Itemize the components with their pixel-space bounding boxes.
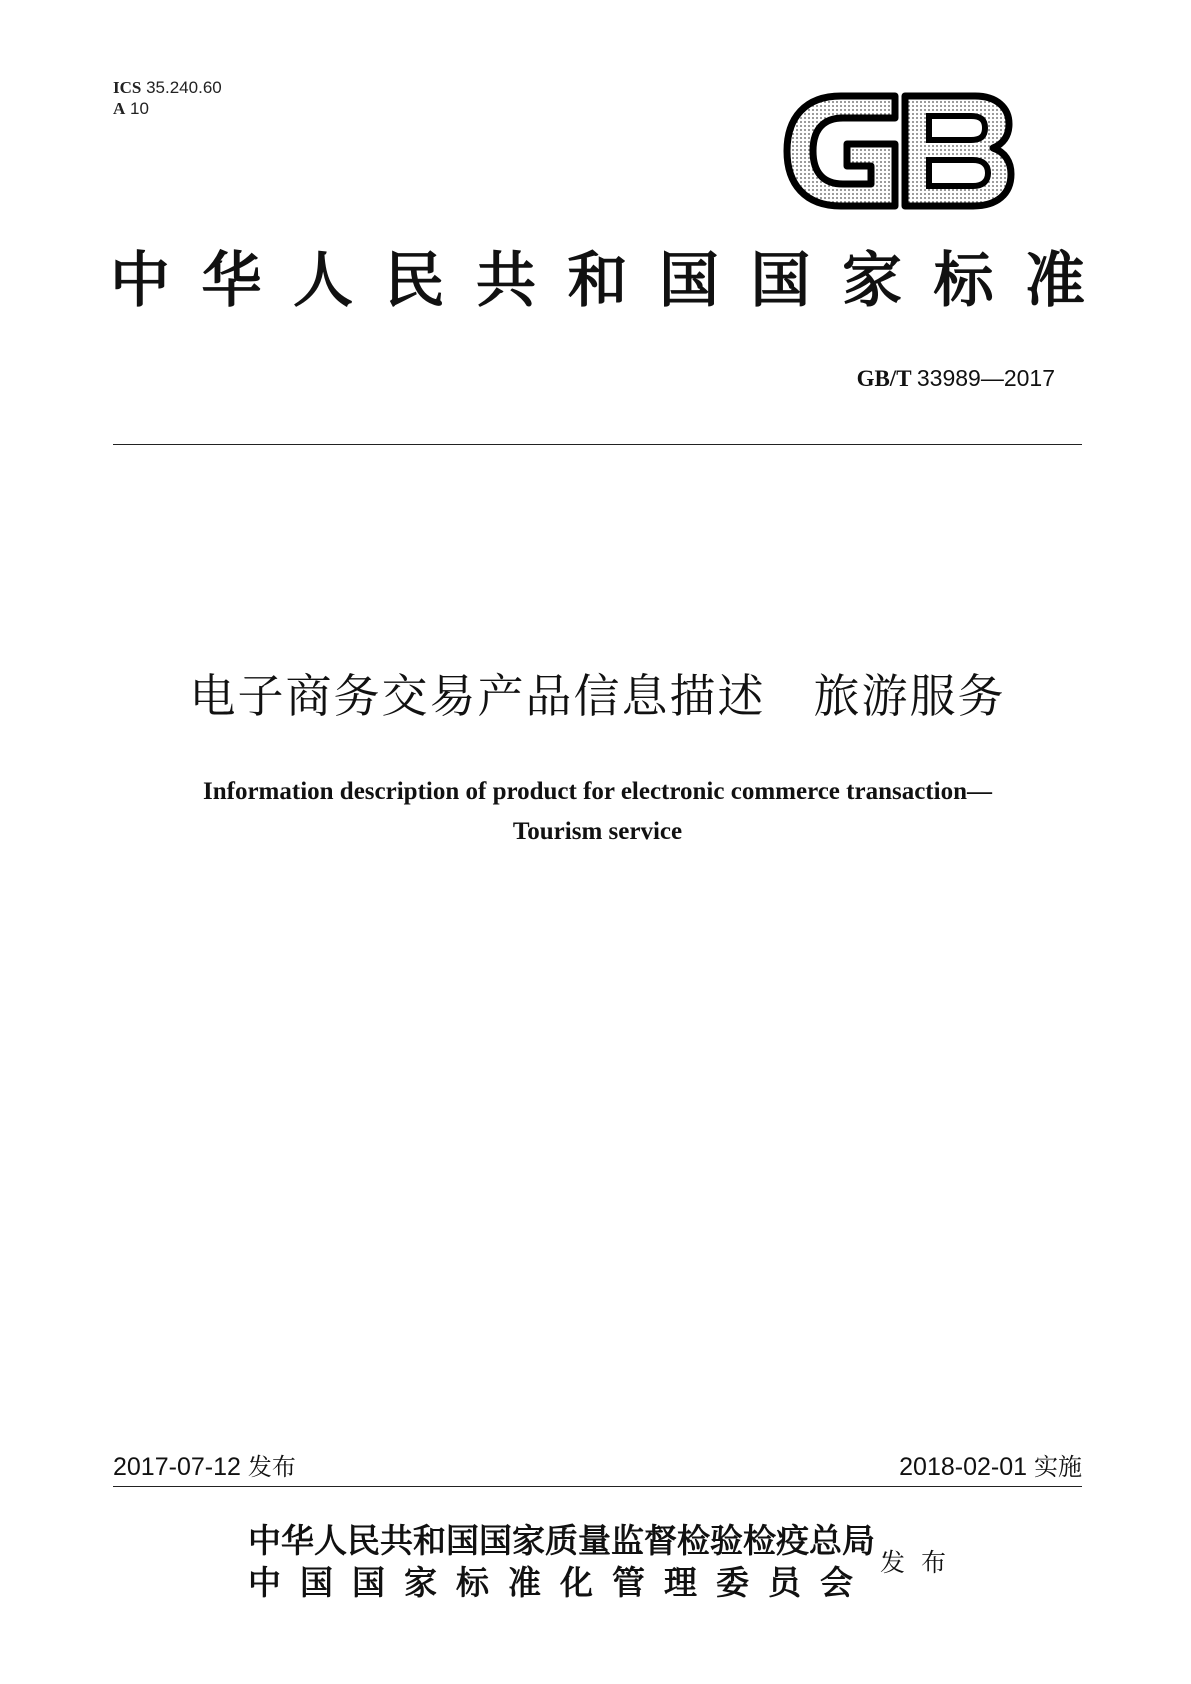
issuer-1-char: 疫 [776,1521,809,1560]
issue-date: 2017-07-12 [113,1453,241,1481]
issuer-1-char: 民 [347,1521,380,1560]
standard-number [760,364,1055,393]
gb-logo-text: GB [783,92,785,93]
document-title-english-line1: Information description of product for electronic commerce transaction— [203,778,992,805]
issuer-1-char: 共 [380,1521,413,1560]
issuer-2-char: 理 [664,1563,697,1602]
issue-label: 发布 [247,1453,296,1481]
issuer-2-char: 委 [716,1563,749,1602]
national-title-char: 家 [842,246,902,316]
implementation-date: 2018-02-01 [899,1453,1028,1481]
national-title-char: 国 [659,246,719,316]
issuer-2-char: 国 [352,1563,385,1602]
national-title-char: 华 [201,246,262,316]
national-title-char: 国 [750,246,811,316]
issuer-1-char: 国 [479,1521,512,1560]
gb-logo [783,92,1015,210]
ics-code: 35.240.60 [146,78,222,97]
issuer-1-char: 验 [710,1521,743,1560]
issuer-2-char: 标 [456,1563,489,1602]
implementation-date-line [690,1452,1082,1482]
standard-code: 33989—2017 [916,365,1055,391]
issuer-sac [248,1562,853,1604]
national-title-char: 民 [384,246,445,316]
issuer-1-char: 量 [578,1521,611,1560]
national-title-char: 准 [1025,246,1085,316]
issuer-2-char: 化 [560,1563,593,1602]
ics-label: ICS [113,78,142,97]
issue-date-line [113,1452,296,1482]
issuer-1-char: 检 [677,1521,710,1560]
issuer-1-char: 总 [809,1521,842,1560]
implementation-label: 实施 [1034,1453,1082,1481]
ccs-code: 10 [130,99,149,118]
issuer-2-char: 管 [612,1563,645,1602]
issuer-1-char: 家 [512,1521,545,1560]
issuer-2-char: 员 [768,1563,801,1602]
document-title-english-line2: Tourism service [512,818,683,845]
issuer-2-char: 国 [300,1563,333,1602]
national-title-char: 共 [476,246,536,316]
issuer-1-char: 局 [842,1521,875,1560]
national-title-char: 中 [110,246,170,316]
national-title-char: 标 [933,246,994,316]
issuer-2-char: 准 [508,1563,541,1602]
issuer-1-char: 中 [248,1521,281,1560]
issuer-1-char: 人 [314,1521,347,1560]
issuer-1-char: 国 [446,1521,479,1560]
issuer-1-char: 监 [611,1521,644,1560]
national-standard-title [110,245,1085,317]
top-divider [113,444,1082,445]
national-title-char: 和 [567,246,628,316]
national-title-char: 人 [293,246,353,316]
issuer-1-char: 检 [743,1521,776,1560]
issuer-2-char: 家 [404,1563,437,1602]
ccs-classification [113,99,149,119]
publish-label: 发布 [880,1548,963,1577]
issuer-1-char: 质 [545,1521,578,1560]
ics-classification [113,78,222,98]
issuer-aqsiq [248,1520,875,1562]
bottom-divider [113,1486,1082,1487]
document-title-chinese: 电子商务交易产品信息描述 旅游服务 [189,669,1006,723]
issuer-1-char: 和 [413,1521,446,1560]
issuer-1-char: 华 [281,1521,314,1560]
issuer-2-char: 中 [248,1563,281,1602]
issuer-1-char: 督 [644,1521,677,1560]
issuing-authorities [248,1520,875,1604]
standard-prefix: GB/T [856,366,912,391]
ccs-label: A [113,99,126,118]
issuer-2-char: 会 [820,1563,853,1602]
